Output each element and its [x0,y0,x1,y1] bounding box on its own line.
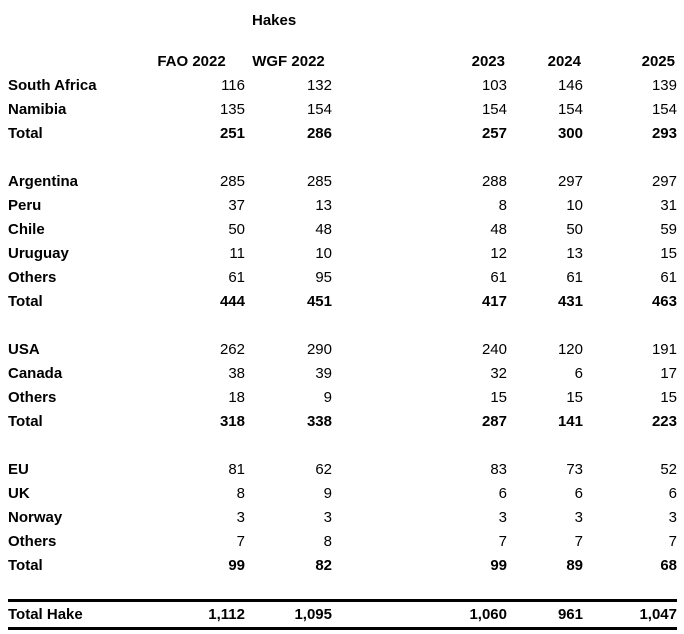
row-label: Total [8,293,43,310]
blank-row [8,434,677,458]
spacer-cell [332,194,430,218]
spacer-cell [332,600,430,628]
table-row [8,242,677,266]
value-cell: 8 [498,197,507,214]
value-cell: 7 [668,533,677,550]
value-cell: 68 [660,557,677,574]
value-cell: 8 [236,485,245,502]
grand-total-value-2025: 1,047 [583,600,677,628]
row-label: Total [8,557,43,574]
value-cell: 10 [566,197,583,214]
header-empty-cell [8,50,138,74]
blank-row [8,146,677,170]
spacer-cell [332,410,430,434]
row-label: Uruguay [8,245,69,262]
table-row [8,266,677,290]
value-cell: 257 [481,125,507,142]
value-cell: 285 [306,173,332,190]
value-cell: 286 [306,125,332,142]
table-footer [8,578,677,628]
total-row [8,122,677,146]
value-cell: 132 [306,77,332,94]
row-label: Peru [8,197,42,214]
column-header-fao-2022: FAO 2022 [157,53,226,70]
table-row [8,506,677,530]
table-row [8,530,677,554]
spacer-cell [332,290,430,314]
row-label: EU [8,461,29,478]
row-label: Total [8,125,43,142]
blank-cell [8,578,677,600]
value-cell: 135 [219,101,245,118]
grand-total-row [8,600,677,628]
value-cell: 297 [557,173,583,190]
spacer-cell [332,458,430,482]
column-header-2025: 2025 [641,53,675,70]
table-body [8,74,677,578]
value-cell: 12 [490,245,507,262]
value-cell: 240 [481,341,507,358]
value-cell: 7 [236,533,245,550]
blank-cell [8,314,677,338]
blank-cell [8,146,677,170]
value-cell: 39 [315,365,332,382]
table-row [8,386,677,410]
value-cell: 8 [323,533,332,550]
spacer-cell [332,122,430,146]
value-cell: 48 [315,221,332,238]
value-cell: 223 [651,413,677,430]
blank-row [8,314,677,338]
grand-total-value-wgf-2022: 1,095 [245,600,332,628]
value-cell: 285 [219,173,245,190]
row-label: Total [8,413,43,430]
value-cell: 3 [323,509,332,526]
value-cell: 318 [219,413,245,430]
grand-total-value-fao-2022: 1,112 [138,600,245,628]
value-cell: 463 [651,293,677,310]
value-cell: 15 [660,389,677,406]
value-cell: 444 [219,293,245,310]
value-cell: 297 [651,173,677,190]
value-cell: 191 [651,341,677,358]
value-cell: 6 [668,485,677,502]
value-cell: 7 [498,533,507,550]
value-cell: 262 [219,341,245,358]
row-label: USA [8,341,40,358]
row-label: Namibia [8,101,67,118]
total-row [8,554,677,578]
row-label: Canada [8,365,63,382]
spacer-cell [332,266,430,290]
hake-catch-table [8,50,677,630]
value-cell: 417 [481,293,507,310]
value-cell: 81 [228,461,245,478]
column-header-2023: 2023 [471,53,505,70]
row-label: Chile [8,221,45,238]
value-cell: 61 [490,269,507,286]
value-cell: 290 [306,341,332,358]
spacer-cell [332,74,430,98]
value-cell: 61 [566,269,583,286]
value-cell: 61 [228,269,245,286]
value-cell: 62 [315,461,332,478]
value-cell: 15 [490,389,507,406]
value-cell: 99 [228,557,245,574]
value-cell: 61 [660,269,677,286]
blank-row [8,578,677,600]
spacer-cell [332,482,430,506]
table-row [8,98,677,122]
row-label: Others [8,389,57,406]
value-cell: 154 [651,101,677,118]
header-row [8,50,677,74]
value-cell: 48 [490,221,507,238]
row-label: Argentina [8,173,79,190]
value-cell: 300 [557,125,583,142]
value-cell: 17 [660,365,677,382]
spacer-cell [332,362,430,386]
total-row [8,410,677,434]
value-cell: 146 [557,77,583,94]
grand-total-value-2024: 961 [507,600,583,628]
spacer-cell [332,50,430,74]
spacer-cell [332,170,430,194]
value-cell: 451 [306,293,332,310]
spacer-cell [332,386,430,410]
table-row [8,170,677,194]
value-cell: 120 [557,341,583,358]
spacer-cell [332,506,430,530]
value-cell: 31 [660,197,677,214]
value-cell: 59 [660,221,677,238]
value-cell: 6 [498,485,507,502]
value-cell: 338 [306,413,332,430]
column-header-wgf-2022: WGF 2022 [252,53,325,70]
value-cell: 37 [228,197,245,214]
grand-total-value-2023: 1,060 [430,600,507,628]
table-row [8,218,677,242]
value-cell: 116 [221,77,245,94]
table-row [8,482,677,506]
report-title: Hakes [252,12,297,29]
grand-total-label: Total Hake [8,600,138,628]
value-cell: 73 [566,461,583,478]
value-cell: 52 [660,461,677,478]
table-row [8,194,677,218]
value-cell: 18 [228,389,245,406]
spacer-cell [332,554,430,578]
value-cell: 95 [315,269,332,286]
value-cell: 287 [481,413,507,430]
row-label: South Africa [8,77,97,94]
value-cell: 82 [315,557,332,574]
value-cell: 9 [323,485,332,502]
column-header-2024: 2024 [547,53,581,70]
value-cell: 154 [557,101,583,118]
value-cell: 154 [481,101,507,118]
row-label: Others [8,269,57,286]
value-cell: 251 [219,125,245,142]
value-cell: 3 [668,509,677,526]
total-row [8,290,677,314]
row-label: Norway [8,509,63,526]
value-cell: 11 [229,245,245,262]
spacer-cell [332,242,430,266]
value-cell: 32 [490,365,507,382]
value-cell: 6 [574,485,583,502]
spacer-cell [332,530,430,554]
value-cell: 99 [490,557,507,574]
value-cell: 3 [236,509,245,526]
value-cell: 9 [323,389,332,406]
value-cell: 50 [228,221,245,238]
value-cell: 3 [574,509,583,526]
row-label: Others [8,533,57,550]
value-cell: 89 [566,557,583,574]
table-row [8,338,677,362]
value-cell: 10 [315,245,332,262]
value-cell: 50 [566,221,583,238]
value-cell: 13 [566,245,583,262]
value-cell: 13 [315,197,332,214]
value-cell: 38 [228,365,245,382]
value-cell: 83 [490,461,507,478]
value-cell: 141 [557,413,583,430]
value-cell: 431 [557,293,583,310]
row-label: UK [8,485,30,502]
value-cell: 7 [574,533,583,550]
value-cell: 15 [660,245,677,262]
value-cell: 139 [651,77,677,94]
value-cell: 293 [651,125,677,142]
spacer-cell [332,98,430,122]
value-cell: 15 [566,389,583,406]
value-cell: 6 [574,365,583,382]
table-row [8,74,677,98]
table-row [8,362,677,386]
value-cell: 3 [498,509,507,526]
spacer-cell [332,218,430,242]
value-cell: 103 [481,77,507,94]
value-cell: 154 [306,101,332,118]
blank-cell [8,434,677,458]
spacer-cell [332,338,430,362]
value-cell: 288 [481,173,507,190]
table-row [8,458,677,482]
